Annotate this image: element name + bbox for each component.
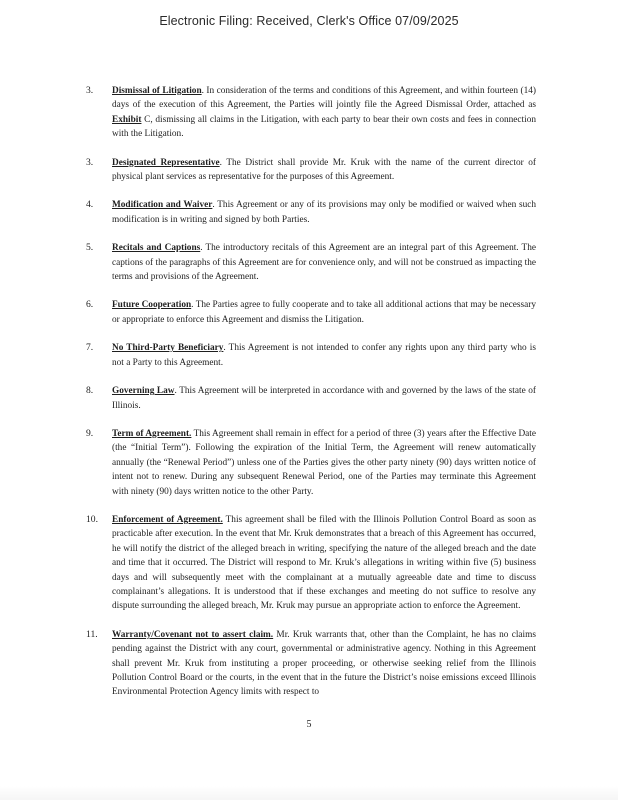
section-text: . This Agreement will be interpreted in accordance with and governed by the laws of the state of Illinois.: [112, 386, 537, 411]
section-term-of-agreement: [0, 427, 618, 499]
section-heading: Term of Agreement.: [112, 428, 192, 439]
section-paragraph: [112, 384, 536, 413]
section-heading: Designated Representative: [112, 157, 220, 168]
section-heading: Enforcement of Agreement.: [112, 514, 223, 525]
section-number: 4.: [86, 199, 94, 211]
section-text: . This Agreement or any of its provisions may only be modified or waived when such modification is in writing and signed by both Parties.: [112, 200, 537, 225]
section-paragraph: [112, 513, 536, 614]
section-heading: Dismissal of Litigation: [112, 86, 202, 96]
section-text-continued: C, dismissing all claims in the Litigation, with each party to bear their own costs and fees in connection with the Litigation.: [112, 114, 536, 140]
section-heading: Future Cooperation: [112, 300, 192, 311]
scan-shadow: [0, 786, 618, 800]
section-paragraph: [112, 198, 536, 227]
section-designated-representative: [0, 156, 618, 185]
exhibit-reference: Exhibit: [112, 114, 142, 125]
section-text: . The Parties agree to fully cooperate and to take all additional actions that may be necessary or appropriate to enforce this Agreement and dismiss the Litigation.: [112, 300, 536, 325]
section-dismissal-of-litigation: [0, 84, 618, 142]
section-future-cooperation: [0, 298, 618, 327]
section-heading: Governing Law: [112, 386, 175, 397]
section-number: 6.: [86, 299, 94, 311]
section-number: 3.: [86, 85, 94, 96]
section-warranty-covenant: [0, 628, 618, 700]
section-heading: Recitals and Captions: [112, 243, 201, 254]
section-text: This Agreement shall remain in effect for a period of three (3) years after the Effective Date (the “Initial Term”). Following the expiration of the Initial Term, the Agreement will renew automatically annually (the “Renewal Period”) unless one of the Parties gives the other party ninety (90) days written notice of intent not to renew. During any subsequent Renewal Period, one of the Parties may terminate this Agreement with ninety (90) days written notice to the other Party.: [112, 428, 537, 497]
section-number: 3.: [86, 156, 94, 168]
section-enforcement-of-agreement: [0, 513, 618, 614]
section-paragraph: [112, 427, 536, 499]
section-text: . The introductory recitals of this Agreement are an integral part of this Agreement. The captions of the paragraphs of this Agreement are for convenience only, and will not be construed as impacting the terms and provisions of the Agreement.: [112, 243, 536, 283]
section-text: This agreement shall be filed with the Illinois Pollution Control Board as soon as practicable after execution. In the event that Mr. Kruk demonstrates that a breach of this Agreement has occurred, he will notify the district of the alleged breach in writing, specifying the nature of the alleged breach and the date and time that it occurred. The District will respond to Mr. Kruk’s allegations in writing within five (5) business days and will subsequently meet with the complainant at a mutually agreeable date and time to discuss complainant’s allegations. It is understood that if these exchanges and meeting do not suffice to resolve any dispute surrounding the alleged breach, Mr. Kruk may pursue an appropriate action to enforce the Agreement.: [112, 514, 536, 612]
section-recitals-and-captions: [0, 241, 618, 284]
section-paragraph: [112, 156, 536, 185]
document-body: [0, 84, 618, 714]
section-number: 9.: [86, 427, 94, 439]
section-number: 7.: [86, 342, 94, 354]
section-text: . This Agreement is not intended to confer any rights upon any third party who is not a Party to this Agreement.: [112, 343, 536, 368]
section-text: . In consideration of the terms and conditions of this Agreement, and within fourteen (14) days of the execution of this Agreement, the Parties will jointly file the Agreed Dismissal Order, attached as: [112, 86, 536, 111]
section-no-third-party-beneficiary: [0, 341, 618, 370]
section-paragraph: [112, 298, 536, 327]
section-paragraph: [112, 628, 536, 700]
section-number: 11.: [86, 628, 98, 640]
section-number: 5.: [86, 242, 94, 254]
section-heading: Warranty/Covenant not to assert claim.: [112, 629, 274, 640]
section-paragraph: [112, 341, 536, 370]
electronic-filing-stamp: Electronic Filing: Received, Clerk's Office 07/09/2025: [159, 14, 459, 28]
section-heading: Modification and Waiver: [112, 200, 213, 211]
section-number: 8.: [86, 385, 94, 397]
page-number: 5: [306, 719, 312, 730]
section-heading: No Third-Party Beneficiary: [112, 343, 224, 354]
section-number: 10.: [86, 513, 98, 525]
section-text: Mr. Kruk warrants that, other than the Complaint, he has no claims pending against the District with any court, governmental or administrative agency. Nothing in this Agreement shall prevent Mr. Kruk from instituting a proper proceeding, or otherwise seeking relief from the Illinois Pollution Control Board or the courts, in the event that in the future the District’s noise emissions exceed Illinois Environmental Protection Agency limits with respect to: [112, 629, 536, 698]
section-modification-and-waiver: [0, 198, 618, 227]
section-governing-law: [0, 384, 618, 413]
section-paragraph: [112, 241, 536, 284]
section-text: . The District shall provide Mr. Kruk with the name of the current director of physical plant services as representative for the purposes of this Agreement.: [112, 157, 537, 183]
section-paragraph: [112, 84, 536, 142]
